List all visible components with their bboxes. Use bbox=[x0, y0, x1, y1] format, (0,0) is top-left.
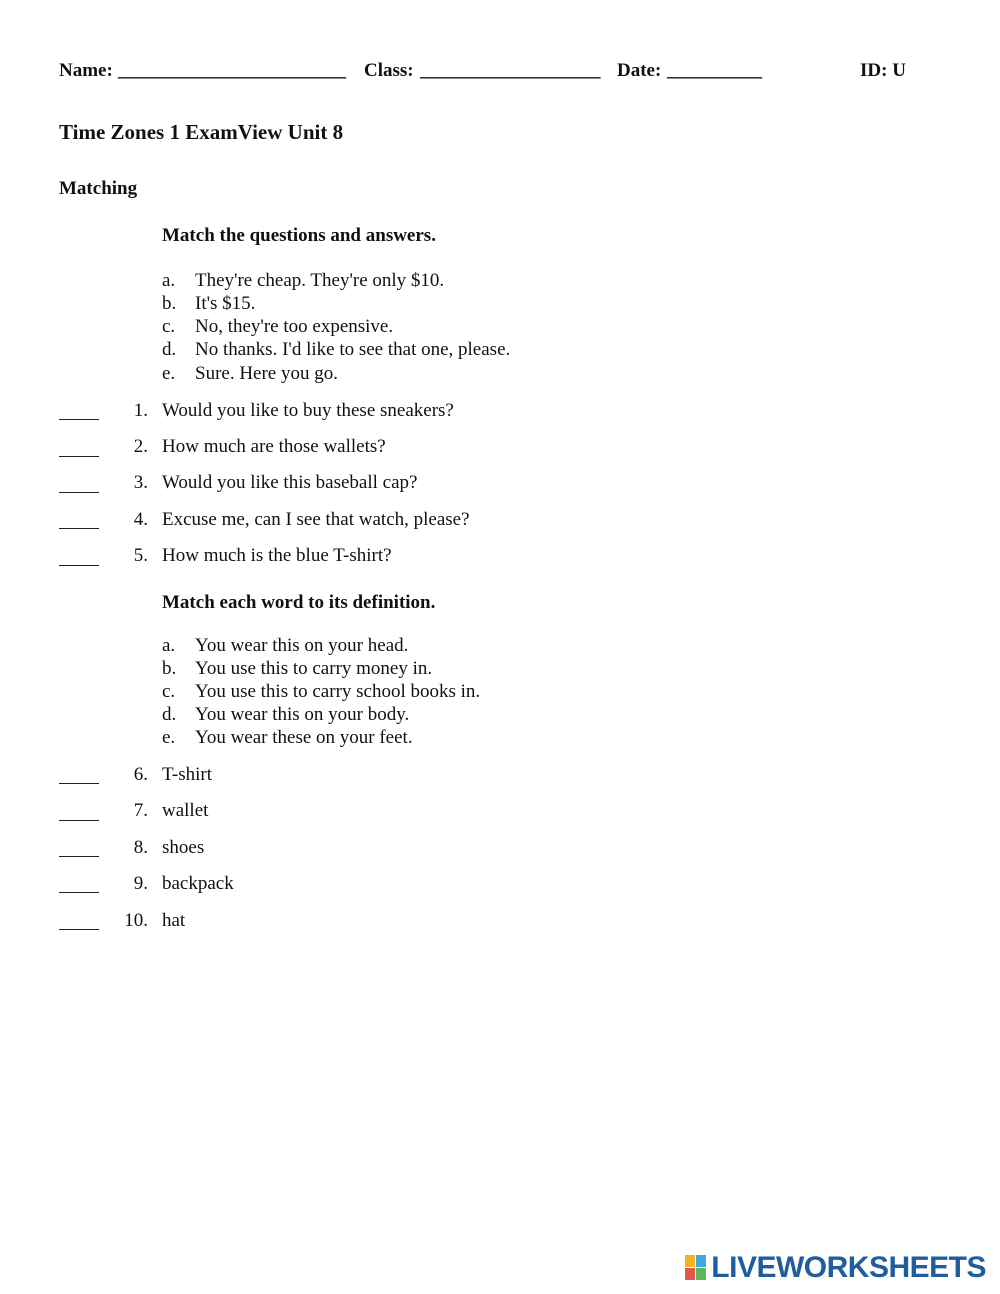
option-letter: b. bbox=[162, 293, 177, 314]
question-number: 2. bbox=[133, 436, 148, 457]
option-letter: e. bbox=[162, 363, 176, 384]
option-text: It's $15. bbox=[195, 293, 256, 314]
question-text: T-shirt bbox=[162, 764, 212, 785]
answer-blank[interactable] bbox=[59, 419, 99, 420]
question-number: 3. bbox=[133, 472, 148, 493]
answer-blank[interactable] bbox=[59, 892, 99, 893]
answer-blank[interactable] bbox=[59, 783, 99, 784]
question-text: Would you like to buy these sneakers? bbox=[162, 400, 454, 421]
section-heading: Matching bbox=[59, 178, 138, 199]
question-number: 8. bbox=[133, 837, 148, 858]
answer-blank[interactable] bbox=[59, 820, 99, 821]
question-text: hat bbox=[162, 910, 186, 931]
id-label: ID: U bbox=[860, 60, 906, 81]
option-letter: c. bbox=[162, 681, 176, 702]
question-number: 4. bbox=[133, 509, 148, 530]
answer-blank[interactable] bbox=[59, 856, 99, 857]
question-text: How much are those wallets? bbox=[162, 436, 386, 457]
question-number: 1. bbox=[133, 400, 148, 421]
date-label: Date: bbox=[617, 60, 662, 81]
question-number: 10. bbox=[124, 910, 148, 931]
option-letter: e. bbox=[162, 727, 176, 748]
option-letter: a. bbox=[162, 635, 176, 656]
liveworksheets-logo-text: LIVEWORKSHEETS bbox=[711, 1251, 986, 1284]
option-text: You wear this on your head. bbox=[195, 635, 409, 656]
name-label: Name: bbox=[59, 60, 113, 81]
question-text: backpack bbox=[162, 873, 234, 894]
question-text: shoes bbox=[162, 837, 205, 858]
question-text: Would you like this baseball cap? bbox=[162, 472, 418, 493]
question-text: How much is the blue T-shirt? bbox=[162, 545, 392, 566]
liveworksheets-logo bbox=[685, 1251, 986, 1285]
part2-instruction: Match each word to its definition. bbox=[162, 592, 436, 613]
question-number: 7. bbox=[133, 800, 148, 821]
option-letter: d. bbox=[162, 339, 177, 360]
option-text: You use this to carry money in. bbox=[195, 658, 433, 679]
option-letter: d. bbox=[162, 704, 177, 725]
option-text: Sure. Here you go. bbox=[195, 363, 338, 384]
part1-instruction: Match the questions and answers. bbox=[162, 225, 436, 246]
option-text: You wear these on your feet. bbox=[195, 727, 413, 748]
question-text: wallet bbox=[162, 800, 209, 821]
name-field[interactable]: ________________________ bbox=[118, 60, 346, 81]
class-label: Class: bbox=[364, 60, 414, 81]
question-number: 9. bbox=[133, 873, 148, 894]
question-number: 6. bbox=[133, 764, 148, 785]
option-text: No thanks. I'd like to see that one, please. bbox=[195, 339, 511, 360]
question-number: 5. bbox=[133, 545, 148, 566]
page-title: Time Zones 1 ExamView Unit 8 bbox=[59, 120, 344, 144]
option-letter: b. bbox=[162, 658, 177, 679]
option-text: You use this to carry school books in. bbox=[195, 681, 481, 702]
option-text: No, they're too expensive. bbox=[195, 316, 394, 337]
date-field[interactable]: __________ bbox=[667, 60, 762, 81]
answer-blank[interactable] bbox=[59, 456, 99, 457]
option-letter: c. bbox=[162, 316, 176, 337]
option-text: They're cheap. They're only $10. bbox=[195, 270, 445, 291]
answer-blank[interactable] bbox=[59, 929, 99, 930]
answer-blank[interactable] bbox=[59, 565, 99, 566]
answer-blank[interactable] bbox=[59, 492, 99, 493]
liveworksheets-logo-icon bbox=[685, 1255, 707, 1281]
answer-blank[interactable] bbox=[59, 528, 99, 529]
option-letter: a. bbox=[162, 270, 176, 291]
class-field[interactable]: ___________________ bbox=[420, 60, 601, 81]
option-text: You wear this on your body. bbox=[195, 704, 410, 725]
question-text: Excuse me, can I see that watch, please? bbox=[162, 509, 470, 530]
